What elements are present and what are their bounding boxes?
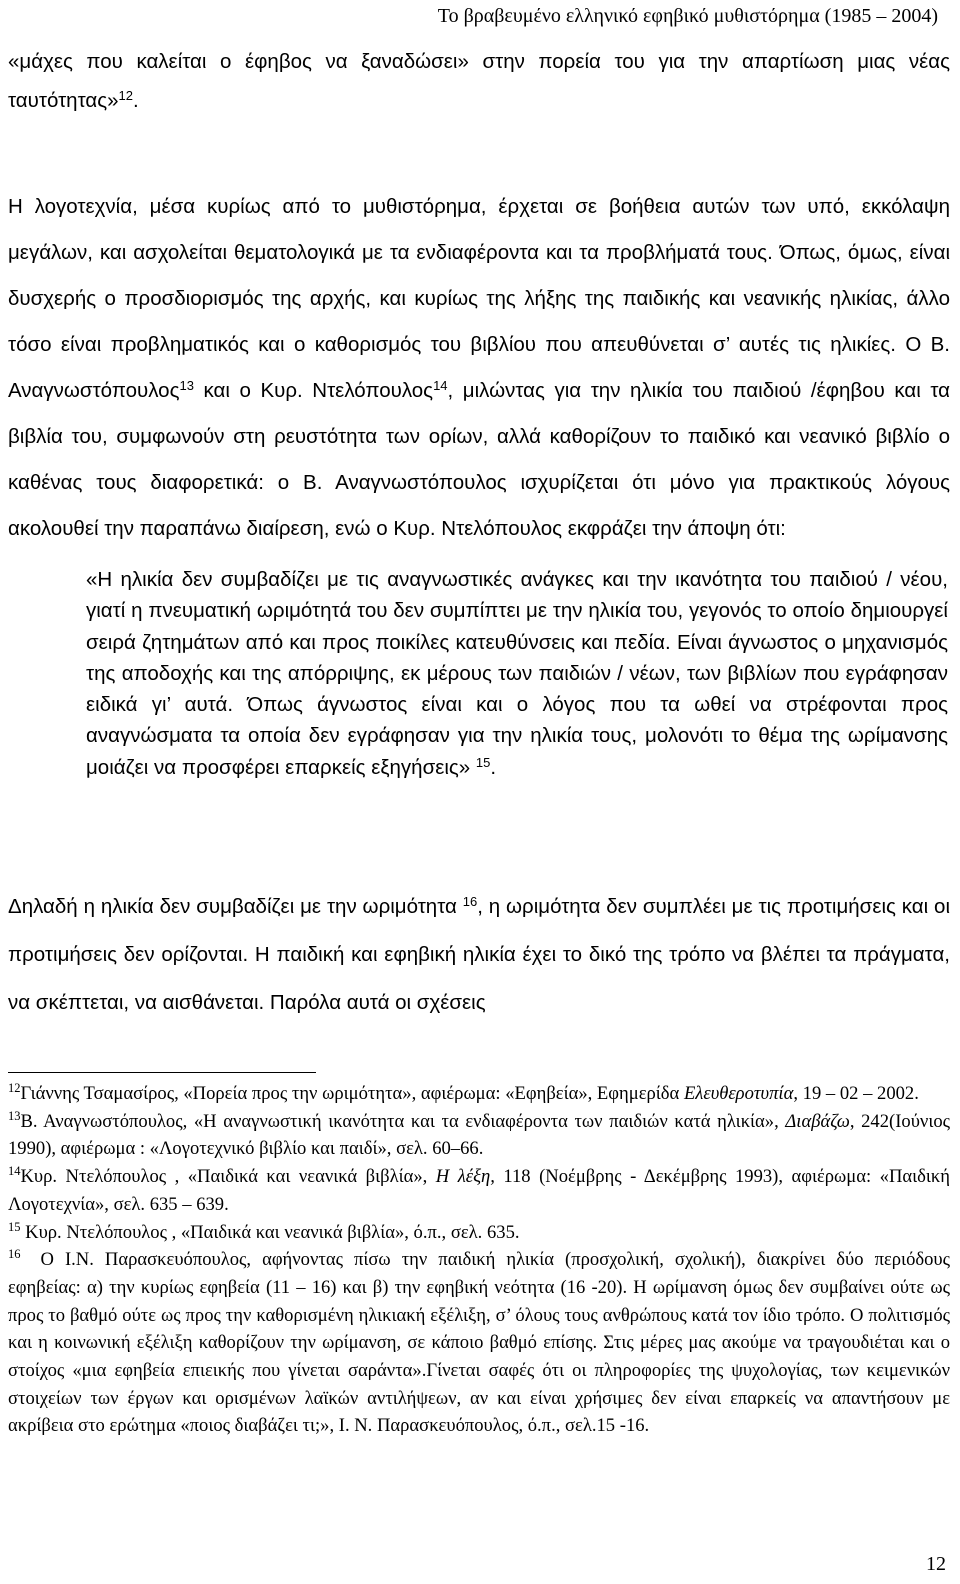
footnote-text: , 242(Ιούνιος 1990), αφιέρωμα : «Λογοτεχνικό βιβλίο και παιδί», σελ. 60–66. [8,1110,950,1160]
paragraph-text: Δηλαδή η ηλικία δεν συμβαδίζει με την ωριμότητα [8,895,457,918]
footnote-ref-16[interactable]: 16 [462,893,478,909]
footnote-15 [8,1219,950,1247]
page-number: 12 [926,1553,946,1575]
paragraph-continuation [8,42,950,120]
paragraph-text: , μιλώντας για την ηλικία του παιδιού /έφηβου και τα βιβλία του, συμφωνούν στη ρευστότητα των ορίων, αλλά καθορίζουν το παιδικό και νεανικό βιβλίο ο καθένας τους διαφορετικά: ο Β. Αναγνωστόπουλος ισχυρίζεται ότι μόνο για πρακτικούς λόγους ακολουθεί την παραπάνω διαίρεση, ενώ ο Κυρ. Ντελόπουλος εκφράζει την άποψη ότι: [8,379,951,540]
footnote-number: 12 [8,1081,21,1096]
footnote-source-title: Ελευθεροτυπία [683,1083,794,1104]
footnote-number: 13 [8,1108,21,1123]
paragraph-text: Η λογοτεχνία, μέσα κυρίως από το μυθιστόρημα, έρχεται σε βοήθεια αυτών των υπό, εκκόλαψη μεγάλων, και ασχολείται θεματολογικά με τα ενδιαφέροντα και τα προβλήματά τους. Όπως, όμως, είναι δυσχερής ο προσδιορισμός της αρχής, και κυρίως της λήξης της παιδικής και νεανικής ηλικίας, άλλο τόσο είναι προβληματικός και ο καθορισμός του βιβλίου που απευθύνεται σ’ αυτές τις ηλικίες. Ο Β. Αναγνωστόπουλος [8,195,950,402]
footnotes [8,1080,950,1440]
footnote-number: 15 [8,1219,21,1234]
footnote-text: 118 (Νοέμβρης - Δεκέμβρης 1993), αφιέρωμα: «Παιδική Λογοτεχνία», σελ. 635 – 639. [8,1166,950,1215]
footnote-text: , 19 – 02 – 2002. [793,1083,919,1104]
footnote-source-title: Η λέξη, [435,1166,495,1188]
paragraph-conclusion [8,883,950,1027]
footnote-16 [8,1246,950,1440]
paragraph-text: , η ωριμότητα δεν συμπλέει με τις προτιμήσεις και οι προτιμήσεις δεν ορίζονται. Η παιδική και εφηβική ηλικία έχει το δικό της τρόπο να βλέπει τα πράγματα, να σκέπτεται, να αισθάνεται. Παρόλα αυτά οι σχέσεις [8,895,950,1014]
footnote-ref-13[interactable]: 13 [179,377,194,393]
quote-end: . [490,755,497,779]
footnote-separator [8,1072,316,1073]
footnote-ref-12[interactable]: 12 [118,87,133,103]
block-quote [86,564,948,783]
footnote-text: Β. Αναγνωστόπουλος, «Η αναγνωστική ικανότητα και τα ενδιαφέροντα των παιδιών κατά ηλικία», [20,1110,786,1132]
running-header: Το βραβευμένο ελληνικό εφηβικό μυθιστόρημα (1985 – 2004) [437,5,938,27]
footnote-text: Γιάννης Τσαμασίρος, «Πορεία προς την ωριμότητα», αφιέρωμα: «Εφηβεία», Εφημερίδα [20,1083,684,1104]
footnote-13 [8,1108,950,1163]
footnote-ref-14[interactable]: 14 [433,377,448,393]
paragraph-end: . [133,89,139,112]
footnote-14 [8,1163,950,1218]
footnote-text: Κυρ. Ντελόπουλος , «Παιδικά και νεανικά βιβλία», [20,1166,436,1188]
paragraph-text: «μάχες που καλείται ο έφηβος να ξαναδώσει» στην πορεία του για την απαρτίωση μιας νέας ταυτότητας» [8,50,950,112]
footnote-number: 14 [8,1164,21,1179]
footnote-12 [8,1080,950,1108]
footnote-text: Ο Ι.Ν. Παρασκευόπουλος, αφήνοντας πίσω την παιδική ηλικία (προσχολική, σχολική), διακρίνει δύο περιόδους εφηβείας: α) την κυρίως εφηβεία (11 – 16) και β) την εφηβική νεότητα (16 -20). Η ωρίμανση όμως δεν συμβαίνει ούτε ως προς το βαθμό ούτε ως προς την καθορισμένη ηλικιακή εξέλιξη, σ’ όλους τους ανθρώπους κατά τον ίδιο τρόπο. Ο πολιτισμός και η κοινωνική εξέλιξη καθορίζουν την ωρίμανση, σε κάποιο βαθμό επίσης. Στις μέρες μας ακούμε να τραγουδιέται και ο στοίχος «μια εφηβεία επιεικής που γίνεται σαράντα».Γίνεται σαφές ότι οι πληροφορίες της ψυχολογίας, των κειμενικών στοιχείων των έργων και ορισμένων λαϊκών αντιλήψεων, αν και είναι χρήσιμες δεν είναι επαρκείς να απαντήσουν με ακρίβεια στο ερώτημα «ποιος διαβάζει τι;», Ι. Ν. Παρασκευόπουλος, ό.π., σελ.15 -16. [8,1249,950,1437]
paragraph-literature [8,184,950,552]
paragraph-text: και ο Κυρ. Ντελόπουλος [193,379,434,402]
footnote-number: 16 [8,1247,21,1262]
footnote-ref-15[interactable]: 15 [475,754,491,770]
quote-text: «Η ηλικία δεν συμβαδίζει με τις αναγνωστικές ανάγκες και την ικανότητα του παιδιού / νέου, γιατί η πνευματική ωριμότητά του δεν συμπίπτει με την ηλικία του, γεγονός το οποίο δημιουργεί σειρά ζητημάτων από και προς ποικίλες κατευθύνσεις και πεδία. Είναι άγνωστος ο μηχανισμός της αποδοχής και της απόρριψης, εκ μέρους των παιδιών / νέων, των βιβλίων που εγράφησαν ειδικά γι’ αυτά. Όπως άγνωστος είναι και ο λόγος που τα ωθεί να στρέφονται προς αναγνώσματα τα οποία δεν εγράφησαν για την ηλικία τους, μολονότι το θέμα της ωρίμανσης μοιάζει να προσφέρει επαρκείς εξηγήσεις» [86,568,948,779]
footnote-text: Κυρ. Ντελόπουλος , «Παιδικά και νεανικά βιβλία», ό.π., σελ. 635. [20,1221,520,1243]
footnote-source-title: Διαβάζω [785,1110,850,1132]
